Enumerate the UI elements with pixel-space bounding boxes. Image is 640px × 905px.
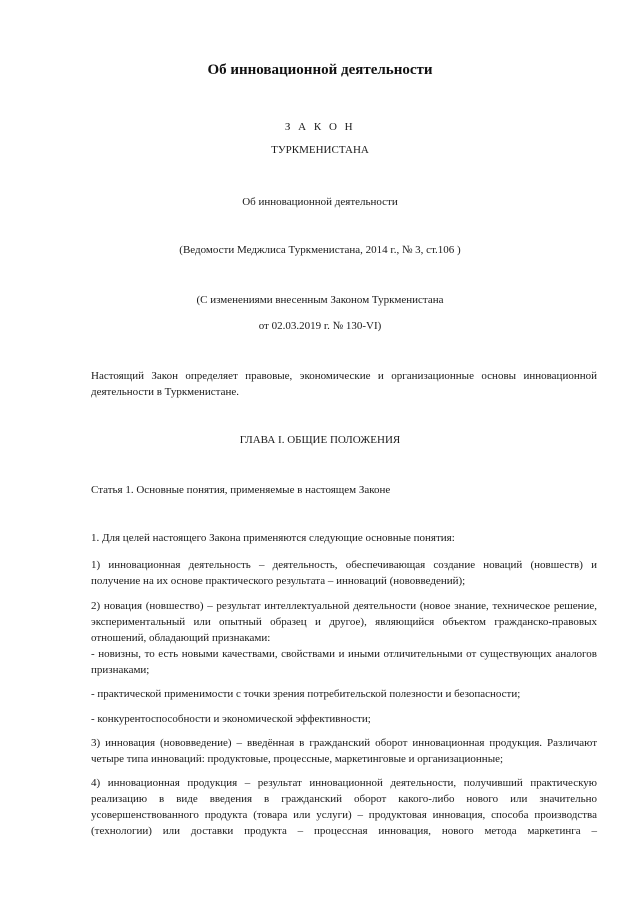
chapter-title: ГЛАВА I. ОБЩИЕ ПОЛОЖЕНИЯ — [239, 434, 401, 446]
law-subtitle: Об инновационной деятельности — [242, 196, 398, 208]
article-intro: 1. Для целей настоящего Закона применяются следующие основные понятия: — [91, 532, 455, 544]
publication-source: (Ведомости Меджлиса Туркменистана, 2014 г., № 3, ст.106 ) — [179, 244, 461, 256]
amendments-line-1: (С изменениями внесенным Законом Туркменистана — [196, 294, 444, 306]
definition-item: 1) инновационная деятельность – деятельность, обеспечивающая создание новаций (новшеств) и получение на их основе практического результата – инноваций (нововведений); — [91, 559, 597, 587]
document-title: Об инновационной деятельности — [207, 62, 433, 78]
definition-subitem: - новизны, то есть новыми качествами, свойствами и иными отличительными от существующих аналогов признаками; — [91, 648, 597, 676]
definition-item: 2) новация (новшество) – результат интеллектуальной деятельности (новое знание, техническое решение, экспериментальный или опытный образец и другое), являющийся объектом гражданско-правовых отношений, обладающий признаками: — [91, 600, 597, 644]
definition-item: 3) инновация (нововведение) – введённая в гражданский оборот инновационная продукция. Различают четыре типа инноваций: продуктовые, процессные, маркетинговые и организационные; — [91, 737, 597, 765]
definition-subitem: - практической применимости с точки зрения потребительской полезности и безопасности; — [91, 688, 521, 700]
country-label: ТУРКМЕНИСТАНА — [271, 144, 369, 156]
definition-subitem: - конкурентоспособности и экономической эффективности; — [91, 713, 371, 725]
article-title: Статья 1. Основные понятия, применяемые в настоящем Законе — [91, 484, 391, 496]
law-label: З А К О Н — [284, 121, 356, 133]
amendments-line-2: от 02.03.2019 г. № 130-VI) — [258, 320, 382, 332]
definition-item: 4) инновационная продукция – результат инновационной деятельности, получивший практическую реализацию в виде введения в гражданский оборот какого-либо нового или значительно усовершенствованного продукта (товара или услуги) – продуктовая инновация, способа производства (технологии) или доставки продукта – процессная инновация, нового метода маркетинга – — [91, 777, 597, 837]
preamble-paragraph: Настоящий Закон определяет правовые, экономические и организационные основы инновационной деятельности в Туркменистане. — [91, 370, 597, 398]
